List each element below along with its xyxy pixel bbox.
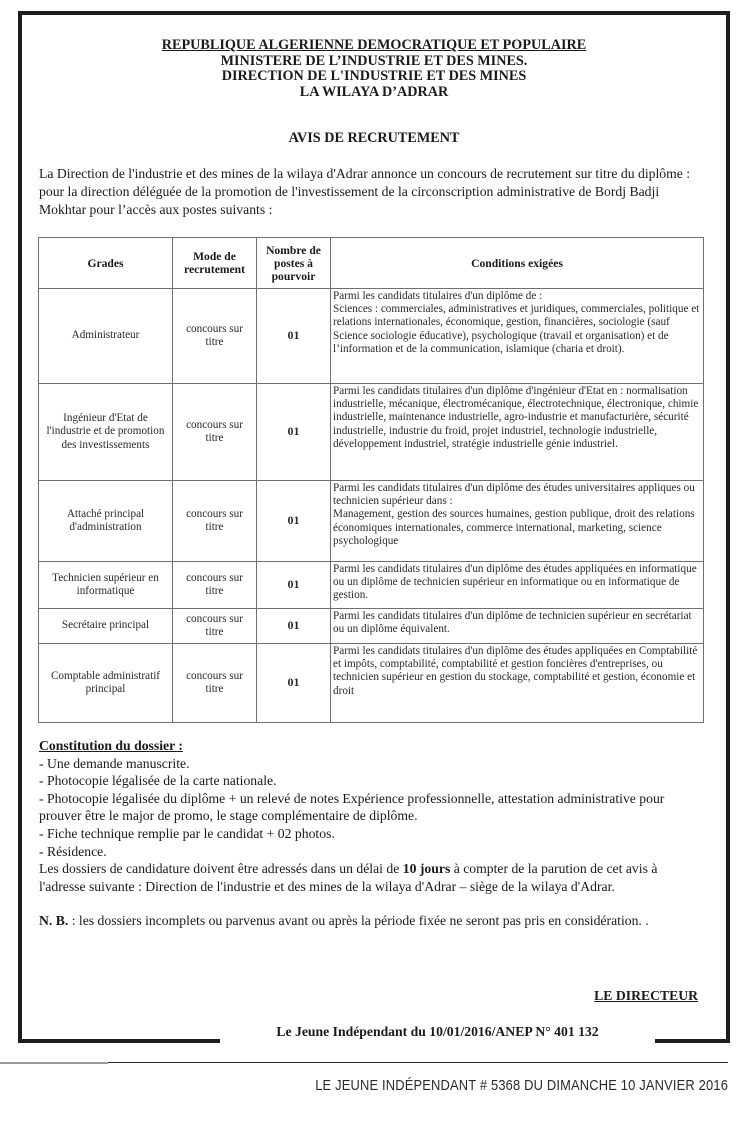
dossier-item: - Une demande manuscrite. <box>39 755 190 771</box>
dossier-section <box>39 737 707 930</box>
frame-border-bottom-right <box>655 1039 730 1043</box>
nb-label: N. B. <box>39 913 69 929</box>
count-cell: 01 <box>257 384 331 481</box>
header-wilaya: LA WILAYA D’ADRAR <box>299 83 449 100</box>
mode-cell: concours sur titre <box>173 609 257 644</box>
header-republic: REPUBLIQUE ALGERIENNE DEMOCRATIQUE ET POPULAIRE <box>161 37 587 53</box>
column-header-mode: Mode de recrutement <box>173 238 257 289</box>
column-header-conditions: Conditions exigées <box>331 238 704 289</box>
table-row <box>39 644 704 723</box>
dossier-item: - Photocopie légalisée du diplôme + un relevé de notes Expérience professionnelle, attestation administrative pour prouver être le major de promo, le stage complémentaire de diplôme. <box>39 790 665 824</box>
footer-rule-accent <box>0 1062 108 1064</box>
positions-table <box>38 237 704 723</box>
frame-border-bottom-left <box>18 1039 220 1043</box>
publication-reference: Le Jeune Indépendant du 10/01/2016/ANEP N° 401 132 <box>276 1024 599 1039</box>
grade-cell: Comptable administratif principal <box>39 644 173 723</box>
count-cell: 01 <box>257 644 331 723</box>
notice-title: AVIS DE RECRUTEMENT <box>288 130 460 146</box>
conditions-cell: Parmi les candidats titulaires d'un diplôme de : Sciences : commerciales, administratives et juridiques, commerciales, politique et relations internationales, économique, gestion, financières, sociologie (sauf Science sociologie éducative), psychologique (travail et organisation) et de l’information et de la communication, islamique (charia et droit). <box>331 289 704 384</box>
table-header-row <box>39 238 704 289</box>
table-row <box>39 562 704 609</box>
conditions-cell: Parmi les candidats titulaires d'un diplôme de technicien supérieur en secrétariat ou un diplôme équivalent. <box>331 609 704 644</box>
count-cell: 01 <box>257 562 331 609</box>
dossier-item: - Résidence. <box>39 843 107 859</box>
footer-rule <box>108 1062 728 1063</box>
count-cell: 01 <box>257 609 331 644</box>
deadline-text-before: Les dossiers de candidature doivent être adressés dans un délai de <box>39 861 403 877</box>
newspaper-footer: LE JEUNE INDÉPENDANT # 5368 DU DIMANCHE 10 JANVIER 2016 <box>315 1077 728 1094</box>
document-header <box>22 38 726 100</box>
nb-paragraph <box>39 912 707 930</box>
grade-cell: Technicien supérieur en informatique <box>39 562 173 609</box>
intro-paragraph: La Direction de l'industrie et des mines de la wilaya d'Adrar annonce un concours de recrutement sur titre du diplôme : pour la direction déléguée de la promotion de l'investissement de la circonscription administrative de Bordj Badji Mokhtar pour l’accès aux postes suivants : <box>39 166 691 217</box>
table-row <box>39 384 704 481</box>
dossier-item: - Photocopie légalisée de la carte nationale. <box>39 773 277 789</box>
frame-border-left <box>18 11 22 1043</box>
header-direction: DIRECTION DE L'INDUSTRIE ET DES MINES <box>221 68 527 84</box>
deadline-days: 10 jours <box>402 861 451 877</box>
conditions-cell: Parmi les candidats titulaires d'un diplôme d'ingénieur d'Etat en : normalisation industrielle, mécanique, électromécanique, électrotechnique, électronique, chimie industrielle, maintenance industrielle, agro-industrie et manufacturière, sécurité industrielle, industrie du froid, projet industriel, technologie industrielle, développement industriel, stratégie industrielle génie industriel. <box>331 384 704 481</box>
grade-cell: Attaché principal d'administration <box>39 481 173 562</box>
table-row <box>39 289 704 384</box>
grade-cell: Ingénieur d'Etat de l'industrie et de promotion des investissements <box>39 384 173 481</box>
header-ministry: MINISTERE DE L’INDUSTRIE ET DES MINES. <box>220 52 528 69</box>
mode-cell: concours sur titre <box>173 644 257 723</box>
frame-border-right <box>726 11 730 1043</box>
count-cell: 01 <box>257 481 331 562</box>
count-cell: 01 <box>257 289 331 384</box>
column-header-grades: Grades <box>39 238 173 289</box>
mode-cell: concours sur titre <box>173 384 257 481</box>
signature: LE DIRECTEUR <box>594 988 698 1003</box>
dossier-item: - Fiche technique remplie par le candidat + 02 photos. <box>39 825 335 841</box>
conditions-cell: Parmi les candidats titulaires d'un diplôme des études appliquées en informatique ou un diplôme de technicien supérieur en informatique ou en informatique de gestion. <box>331 562 704 609</box>
table-row <box>39 481 704 562</box>
conditions-cell: Parmi les candidats titulaires d'un diplôme des études appliquées en Comptabilité et impôts, comptabilité, comptabilité et gestion foncières d'entreprises, ou technicien supérieur en gestion du stockage, comptabilité et gestion, économie et droit <box>331 644 704 723</box>
grade-cell: Secrétaire principal <box>39 609 173 644</box>
mode-cell: concours sur titre <box>173 289 257 384</box>
mode-cell: concours sur titre <box>173 481 257 562</box>
table-row <box>39 609 704 644</box>
mode-cell: concours sur titre <box>173 562 257 609</box>
dossier-title: Constitution du dossier : <box>39 738 183 753</box>
deadline-paragraph <box>39 860 707 895</box>
grade-cell: Administrateur <box>39 289 173 384</box>
deadline-text-after: à compter de la parution de cet avis à l'adresse suivante : Direction de l'industrie et des mines de la wilaya d'Adrar – siège de la wilaya d'Adrar. <box>39 861 658 894</box>
frame-border-top <box>18 11 730 15</box>
nb-text: : les dossiers incomplets ou parvenus avant ou après la période fixée ne seront pas pris en considération. . <box>68 913 649 929</box>
conditions-cell: Parmi les candidats titulaires d'un diplôme des études universitaires appliques ou technicien supérieur dans : Management, gestion des sources humaines, gestion publique, droit des relations économiques internationales, commerce international, marketing, science psychologique <box>331 481 704 562</box>
column-header-nombre: Nombre de postes à pourvoir <box>257 238 331 289</box>
